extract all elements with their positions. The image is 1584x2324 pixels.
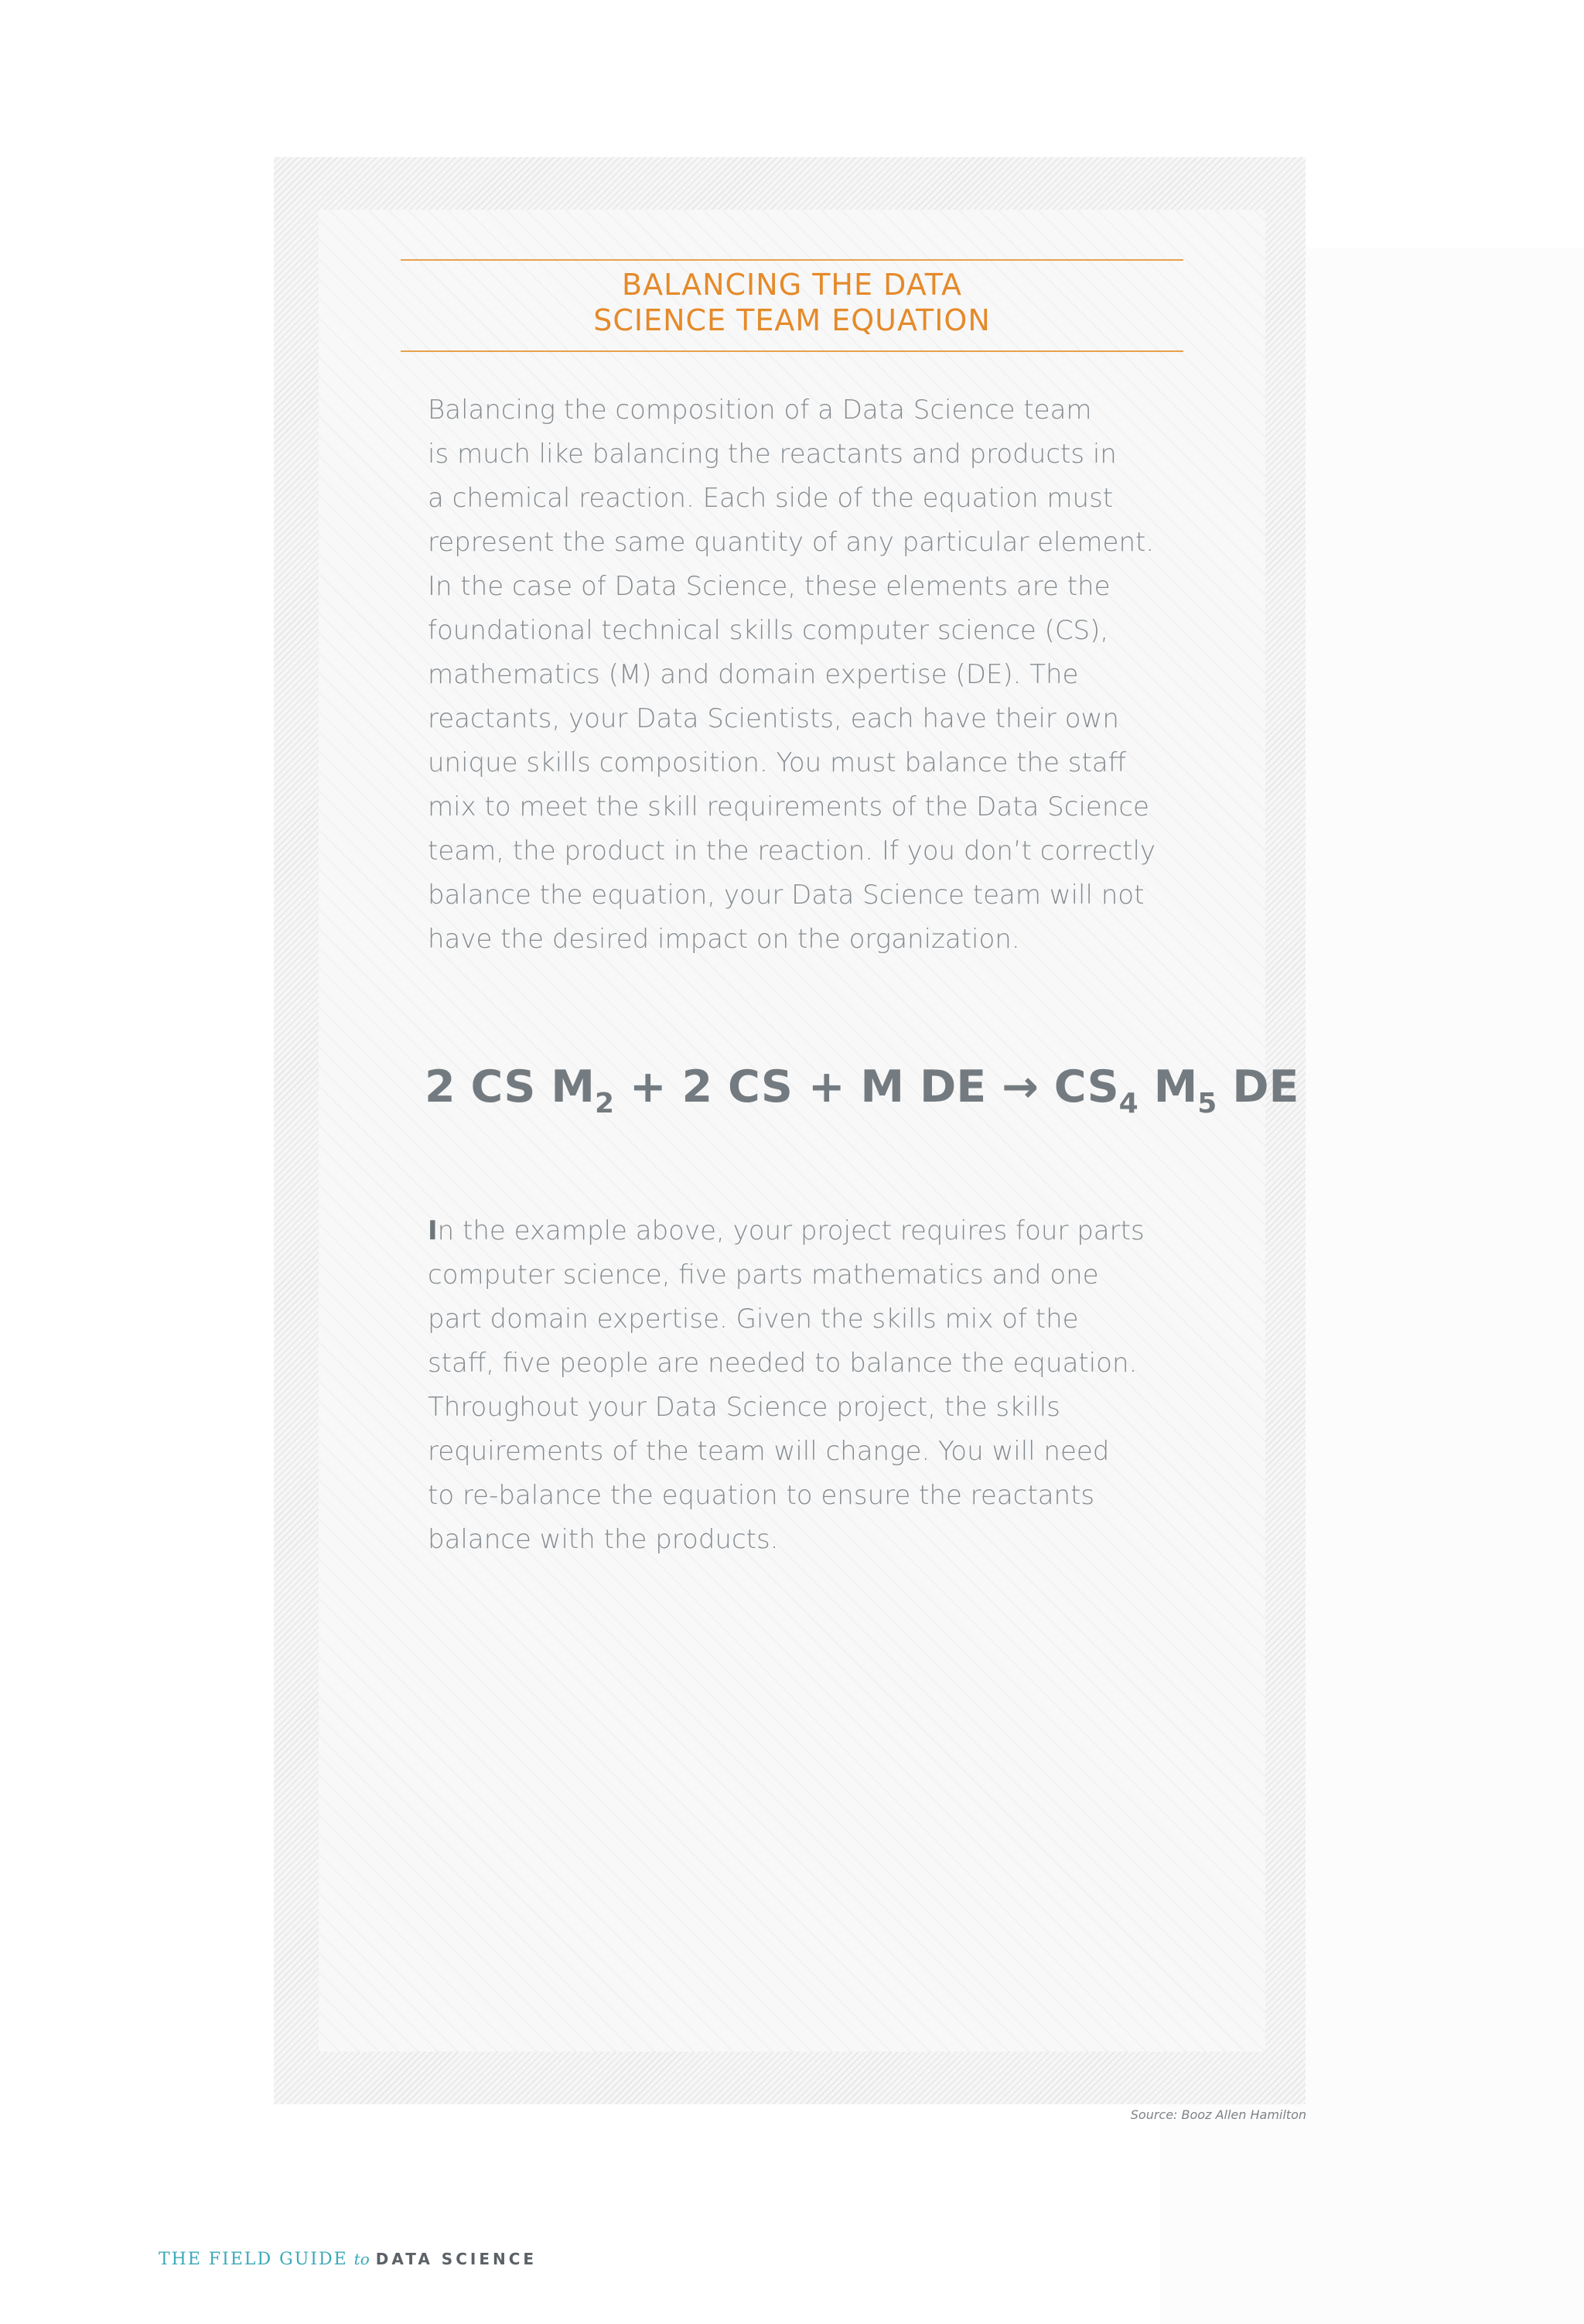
paragraph-line: balance the equation, your Data Science team will not bbox=[428, 880, 1145, 911]
paragraph-line: requirements of the team will change. You will need bbox=[428, 1436, 1110, 1467]
paragraph-line: a chemical reaction. Each side of the equation must bbox=[428, 483, 1114, 514]
equation-term: 2 CS M bbox=[425, 1061, 596, 1112]
paragraph-line: reactants, your Data Scientists, each have their own bbox=[428, 703, 1119, 734]
paragraph-line: foundational technical skills computer science (CS), bbox=[428, 615, 1109, 646]
page-footer bbox=[159, 2250, 537, 2269]
equation-subscript: 4 bbox=[1118, 1088, 1138, 1119]
paragraph-line: In the case of Data Science, these elements are the bbox=[428, 571, 1111, 602]
paragraph-line: Throughout your Data Science project, the skills bbox=[428, 1392, 1060, 1423]
paragraph-line: have the desired impact on the organization. bbox=[428, 924, 1020, 955]
paragraph-line: balance with the products. bbox=[428, 1524, 779, 1555]
paragraph-line: computer science, five parts mathematics and one bbox=[428, 1259, 1099, 1290]
paragraph-line: mathematics (M) and domain expertise (DE). The bbox=[428, 659, 1079, 690]
drop-letter: I bbox=[428, 1215, 438, 1246]
example-paragraph bbox=[428, 1209, 1155, 1562]
heading-rule-bottom bbox=[401, 350, 1183, 352]
paragraph-line: represent the same quantity of any particular element. bbox=[428, 527, 1155, 558]
equation-subscript: 5 bbox=[1197, 1088, 1217, 1119]
paragraph-line: staff, five people are needed to balance the equation. bbox=[428, 1348, 1138, 1379]
source-credit: Source: Booz Allen Hamilton bbox=[1130, 2107, 1306, 2122]
team-equation bbox=[425, 1056, 1299, 1118]
first-line-text: n the example above, your project requires four parts bbox=[437, 1215, 1145, 1246]
intro-paragraph bbox=[428, 388, 1155, 962]
paragraph-line: unique skills composition. You must balance the staff bbox=[428, 747, 1127, 778]
equation-term: CS bbox=[1038, 1061, 1119, 1112]
equation-subscript: 2 bbox=[595, 1088, 615, 1119]
heading-rule-top bbox=[401, 259, 1183, 261]
paragraph-line: team, the product in the reaction. If you don’t correctly bbox=[428, 836, 1156, 866]
heading-line-1: BALANCING THE DATA bbox=[622, 268, 962, 302]
footer-title-part2: to bbox=[353, 2250, 370, 2268]
heading-line-2: SCIENCE TEAM EQUATION bbox=[593, 303, 991, 337]
equation-term: M bbox=[1138, 1061, 1198, 1112]
arrow-icon: → bbox=[1002, 1061, 1039, 1112]
footer-title-part1: THE FIELD GUIDE bbox=[159, 2250, 348, 2269]
paragraph-line bbox=[428, 1209, 1155, 1253]
paragraph-line: Balancing the composition of a Data Science team bbox=[428, 395, 1092, 425]
paragraph-line: mix to meet the skill requirements of the Data Science bbox=[428, 791, 1149, 822]
footer-title-part3: DATA SCIENCE bbox=[375, 2250, 538, 2268]
equation-term: DE bbox=[1217, 1061, 1299, 1112]
box-heading bbox=[401, 267, 1183, 338]
equation-term: + 2 CS + M DE bbox=[614, 1061, 1002, 1112]
paragraph-line: to re-balance the equation to ensure the reactants bbox=[428, 1480, 1095, 1511]
paragraph-line: is much like balancing the reactants and products in bbox=[428, 439, 1117, 470]
paragraph-line: part domain expertise. Given the skills mix of the bbox=[428, 1304, 1079, 1335]
